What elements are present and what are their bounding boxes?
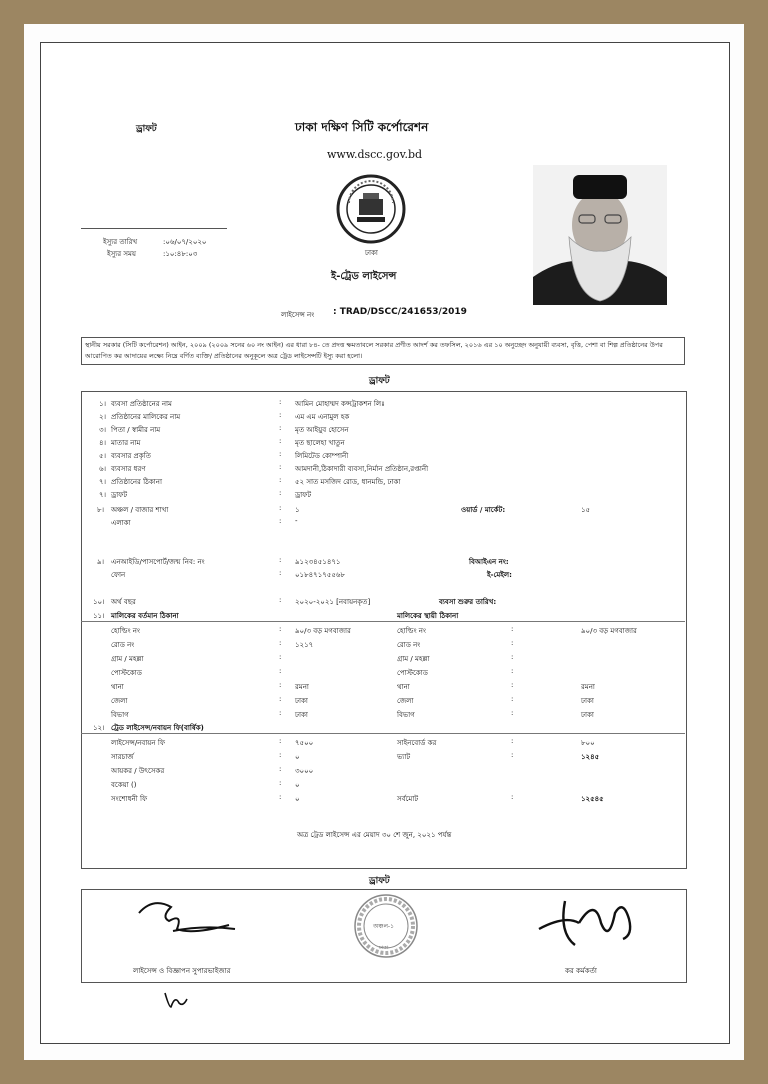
field-num: ১।	[99, 400, 107, 408]
field-value: লিমিটেড কোম্পানী	[295, 452, 349, 460]
field-label: মাতার নাম	[111, 439, 141, 447]
field-colon: :	[279, 463, 282, 471]
nid-colon: :	[279, 556, 282, 564]
fee-label: ভ্যাট	[397, 753, 411, 761]
email-label: ই-মেইল:	[487, 571, 512, 579]
fiscal-value: ২০২০-২০২১ [নবায়নকৃত]	[295, 598, 371, 606]
fee-colon: :	[511, 737, 514, 745]
field-value: এম এম এনামুল হক	[295, 413, 350, 421]
issue-date-label: ইস্যুর তারিখ	[103, 238, 138, 246]
address-num: ১১।	[93, 612, 105, 620]
supervisor-signature	[133, 895, 243, 949]
field-label: প্রতিষ্ঠানের মালিকের নাম	[111, 413, 181, 421]
fee-label: লাইসেন্স/নবায়ন ফি	[111, 739, 165, 747]
doc-title: ই-ট্রেড লাইসেন্স	[331, 271, 397, 282]
fee-value: ০	[295, 753, 300, 761]
zone-colon: :	[279, 504, 282, 512]
fee-colon: :	[279, 779, 282, 787]
address-colon: :	[279, 639, 282, 647]
fee-colon: :	[279, 737, 282, 745]
nid-label: এনআইডি/পাসপোর্ট/জন্ম নিব: নং	[111, 558, 205, 566]
nid-num: ৯।	[97, 558, 105, 566]
address-colon: :	[511, 709, 514, 717]
logo-bottom-text: ঢাকা	[365, 249, 378, 257]
validity-note: অত্র ট্রেড লাইসেন্স এর মেয়াদ ৩০ শে জুন, ২০২১ পর্যন্ত	[297, 831, 452, 839]
license-no-value: : TRAD/DSCC/241653/2019	[333, 307, 467, 317]
address-row-label: জেলা	[111, 697, 128, 705]
address-colon: :	[279, 653, 282, 661]
field-num: ৫।	[99, 452, 107, 460]
field-value: আমদানী,ঠিকাদারী ব্যবসা,নির্মান প্রতিষ্ঠান,রপ্তানী	[295, 465, 429, 473]
present-value: ঢাকা	[295, 711, 308, 719]
field-num: ৭।	[99, 491, 107, 499]
mid-draft-label: ড্রাফট	[369, 376, 390, 386]
fee-label: সারচার্জ	[111, 753, 134, 761]
field-colon: :	[279, 398, 282, 406]
header-draft-label: ড্রাফট	[136, 124, 157, 134]
ward-value: ১৫	[581, 506, 591, 514]
website: www.dscc.gov.bd	[327, 148, 423, 161]
license-frame	[40, 42, 730, 1044]
address-colon: :	[279, 667, 282, 675]
present-address-title: মালিকের বর্তমান ঠিকানা	[111, 612, 179, 620]
tax-officer-caption: কর কর্মকর্তা	[565, 967, 597, 975]
field-colon: :	[279, 424, 282, 432]
field-colon: :	[279, 437, 282, 445]
tax-officer-signature	[535, 893, 645, 953]
address-colon: :	[279, 625, 282, 633]
permanent-value: রমনা	[581, 683, 595, 691]
permanent-value: ঢাকা	[581, 711, 594, 719]
zone-value: ১	[295, 506, 300, 514]
fee-label: আয়কর / উৎসেকর	[111, 767, 165, 775]
address-colon: :	[511, 695, 514, 703]
seal-text: অঞ্চল-১	[373, 923, 394, 930]
address-row-label: বিভাগ	[397, 711, 415, 719]
fiscal-label: অর্থ বছর	[111, 598, 136, 606]
area-label: এলাকা	[111, 519, 131, 527]
fee-label: সর্বমোট	[397, 795, 419, 803]
bin-label: বিআইএন নং:	[469, 558, 509, 566]
issue-time-label: ইস্যুর সময়	[107, 250, 137, 258]
business-start-label: ব্যবসা শুরুর তারিখ:	[439, 598, 497, 606]
field-label: প্রতিষ্ঠানের ঠিকানা	[111, 478, 163, 486]
fee-colon: :	[511, 751, 514, 759]
fee-label: সাইনবোর্ড কর	[397, 739, 437, 747]
address-colon: :	[511, 653, 514, 661]
phone-colon: :	[279, 569, 282, 577]
field-value: মৃত আইয়ুব হোসেন	[295, 426, 349, 434]
address-colon: :	[511, 681, 514, 689]
fiscal-num: ১০।	[93, 598, 105, 606]
field-label: পিতা / স্বামীর নাম	[111, 426, 161, 434]
field-value: আমিন মোহাম্মদ কন্সট্রাকশন লিঃ	[295, 400, 385, 408]
present-value: ৯০/৩ বড় মগবাজার	[295, 627, 351, 635]
address-colon: :	[279, 709, 282, 717]
field-num: ৪।	[99, 439, 107, 447]
fee-colon: :	[279, 751, 282, 759]
fee-value: ১২৪৫	[581, 753, 600, 761]
address-colon: :	[279, 681, 282, 689]
field-value: মৃত ছালেহা খাতুন	[295, 439, 345, 447]
preamble-box: স্থানীয় সরকার (সিটি কর্পোরেশন) আইন, ২০০৯ (২০০৯ সনের ৬০ নং আইন) এর ধারা ৮৪- তে প্রদত্ত ক্ষমতাবলে সরকার প্রণীত আদর্শ কর তফসিল, ২০১৬ এর ১০ অনুচ্ছেদ অনুযায়ী ব্যবসা, বৃত্তি, পেশা বা শিল্প প্রতিষ্ঠানের উপর আরোপিত কর আদায়ের লক্ষ্যে নিম্নে বর্ণিত ব্যক্তি/ প্রতিষ্ঠানের অনুকূলে অত্র ট্রেড লাইসেন্সটি ইস্যু করা হলো।	[81, 337, 685, 365]
address-row-label: বিভাগ	[111, 711, 129, 719]
field-colon: :	[279, 489, 282, 497]
field-colon: :	[279, 450, 282, 458]
address-row-label: রোড নং	[111, 641, 135, 649]
field-num: ৩।	[99, 426, 107, 434]
issue-time-value: :১০:৪৮:০৩	[163, 250, 198, 258]
area-value: -	[295, 517, 298, 525]
address-row-label: গ্রাম / মহল্লা	[111, 655, 144, 663]
address-row-label: থানা	[397, 683, 410, 691]
address-row-label: জেলা	[397, 697, 414, 705]
bottom-draft-label: ড্রাফট	[369, 876, 390, 886]
field-num: ২।	[99, 413, 107, 421]
owner-photo	[533, 165, 667, 305]
fee-value: ০	[295, 781, 300, 789]
zone-num: ৮।	[97, 506, 105, 514]
fee-value: ৭৫০০	[295, 739, 314, 747]
present-value: রমনা	[295, 683, 309, 691]
present-value: ১২১৭	[295, 641, 314, 649]
address-row-label: পোস্টকোড	[111, 669, 142, 677]
nid-value: ৯১২৩৪৫১৪৭১	[295, 558, 341, 566]
field-num: ৬।	[99, 465, 107, 473]
fees-title: ট্রেড লাইসেন্স/নবায়ন ফি(বার্ষিক)	[111, 724, 204, 732]
permanent-value: ঢাকা	[581, 697, 594, 705]
fee-value: ৮০০	[581, 739, 595, 747]
present-value: ঢাকা	[295, 697, 308, 705]
address-colon: :	[511, 625, 514, 633]
fee-value: ৩০০০	[295, 767, 314, 775]
phone-label: ফোন	[111, 571, 126, 579]
supervisor-caption: লাইসেন্স ও বিজ্ঞাপন সুপারভাইজার	[133, 967, 231, 975]
field-label: ব্যবসা প্রতিষ্ঠানের নাম	[111, 400, 172, 408]
license-no-label: লাইসেন্স নং	[281, 311, 315, 319]
page-sheet	[24, 24, 744, 1060]
area-colon: :	[279, 517, 282, 525]
field-label: ব্যবসার প্রকৃতি	[111, 452, 151, 460]
field-num: ৭।	[99, 478, 107, 486]
field-colon: :	[279, 411, 282, 419]
dscc-logo	[335, 173, 407, 245]
fee-colon: :	[511, 793, 514, 801]
address-row-label: হোল্ডিং নং	[397, 627, 426, 635]
fee-label: বকেয়া ()	[111, 781, 137, 789]
permanent-address-title: মালিকের স্থায়ী ঠিকানা	[397, 612, 459, 620]
fee-value: ০	[295, 795, 300, 803]
phone-value: ০১৮৪৭১৭৫৫৬৮	[295, 571, 346, 579]
initials-mark	[161, 989, 189, 1015]
org-name: ঢাকা দক্ষিণ সিটি কর্পোরেশন	[295, 120, 429, 134]
field-value: ৫২ সাত মসজিদ রোড, ধানমন্ডি, ঢাকা	[295, 478, 401, 486]
address-row-label: থানা	[111, 683, 124, 691]
field-label: ব্যবসার ধরণ	[111, 465, 146, 473]
permanent-value: ৯০/৩ বড় মগবাজার	[581, 627, 637, 635]
address-row-label: গ্রাম / মহল্লা	[397, 655, 430, 663]
issue-date-value: :০৬/০৭/২০২০	[163, 238, 207, 246]
address-row-label: রোড নং	[397, 641, 421, 649]
address-colon: :	[511, 639, 514, 647]
field-value: ড্রাফট	[295, 491, 312, 499]
issue-divider	[81, 228, 227, 229]
ward-label: ওয়ার্ড / মার্কেট:	[461, 506, 506, 514]
fee-colon: :	[279, 793, 282, 801]
fee-label: সংশোধনী ফি	[111, 795, 148, 803]
fee-colon: :	[279, 765, 282, 773]
field-colon: :	[279, 476, 282, 484]
address-colon: :	[511, 667, 514, 675]
field-label: ড্রাফট	[111, 491, 128, 499]
zone-label: অঞ্চল / বাজার শাখা	[111, 506, 169, 514]
address-row-label: হোল্ডিং নং	[111, 627, 140, 635]
fees-num: ১২।	[93, 724, 105, 732]
fee-total-value: ১২৫৪৫	[581, 795, 604, 803]
address-colon: :	[279, 695, 282, 703]
seal-bottom-text: ঢাকা	[379, 945, 389, 951]
fiscal-colon: :	[279, 596, 282, 604]
address-row-label: পোস্টকোড	[397, 669, 428, 677]
